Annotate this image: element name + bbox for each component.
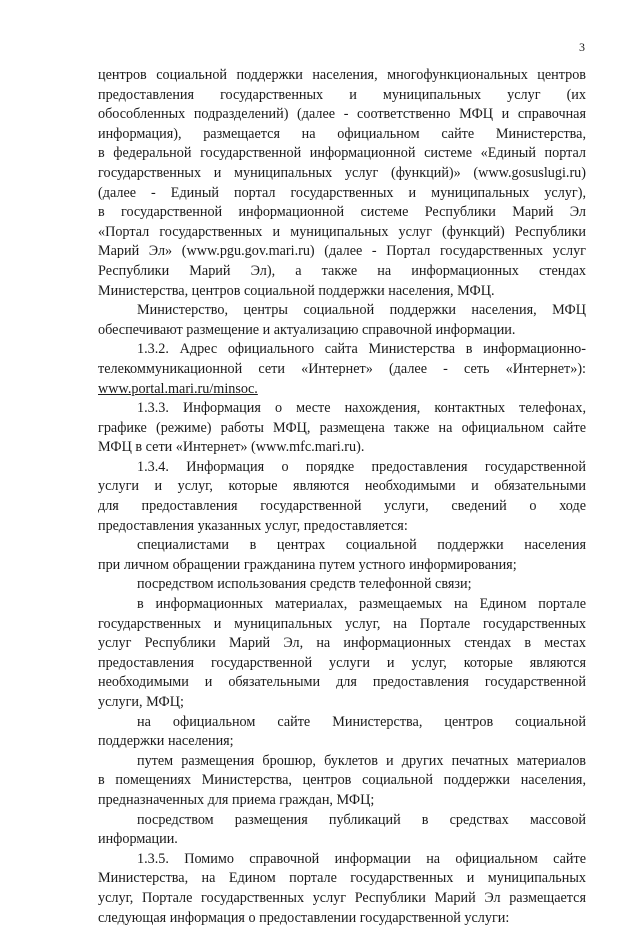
text-line-content: предоставления государственных и муниципальных услуг (их <box>98 86 586 103</box>
text-line-content: графике (режиме) работы МФЦ, размещена также на официальном сайте <box>98 419 586 436</box>
text-line <box>98 713 586 733</box>
text-line-content: Министерства, центров социальной поддержки населения, МФЦ. <box>98 282 495 299</box>
text-line <box>98 673 586 693</box>
text-line <box>98 752 586 772</box>
text-line-content: 1.3.2. Адрес официального сайта Министерства в информационно- <box>137 341 586 358</box>
text-line-content: посредством использования средств телефонной связи; <box>137 576 472 593</box>
text-line-content: (далее - Единый портал государственных и муниципальных услуг), <box>98 184 586 201</box>
text-line-content: предоставления указанных услуг, предоставляется: <box>98 517 408 534</box>
text-line-content: предоставления государственной услуги и услуг, которые являются <box>98 654 586 671</box>
text-line <box>98 301 586 321</box>
text-line <box>98 830 586 850</box>
text-line-content: для предоставления государственной услуги, сведений о ходе <box>98 498 586 515</box>
text-line-content: услуги, МФЦ; <box>98 694 184 710</box>
text-line <box>98 360 586 380</box>
text-line <box>98 634 586 654</box>
text-line <box>98 262 586 282</box>
text-line-content: Министерство, центры социальной поддержки населения, МФЦ <box>137 302 586 319</box>
text-line <box>98 654 586 674</box>
text-line <box>98 850 586 870</box>
text-line-content: МФЦ в сети «Интернет» (www.mfc.mari.ru). <box>98 439 365 456</box>
text-line-content: центров социальной поддержки населения, многофункциональных центров <box>98 67 586 83</box>
text-line-content: услуг, Портале государственных услуг Республики Марий Эл размещается <box>98 889 586 906</box>
text-line <box>98 321 586 341</box>
text-line <box>98 732 586 752</box>
text-line <box>98 791 586 811</box>
text-line-content: посредством размещения публикаций в средствах массовой <box>137 811 586 828</box>
text-line-content: специалистами в центрах социальной поддержки населения <box>137 537 586 554</box>
text-line <box>98 595 586 615</box>
text-line <box>98 164 586 184</box>
text-line <box>98 125 586 145</box>
text-line-content: Министерства, на Едином портале государственных и муниципальных <box>98 870 586 887</box>
text-line-content: на официальном сайте Министерства, центров социальной <box>137 713 586 730</box>
text-line-content: государственных и муниципальных услуг, на Портале государственных <box>98 615 586 632</box>
text-line-content: услуг Республики Марий Эл, на информационных стендах в местах <box>98 635 586 652</box>
text-line <box>98 399 586 419</box>
text-line-content: в помещениях Министерства, центров социальной поддержки населения, <box>98 772 586 789</box>
text-line-content: поддержки населения; <box>98 733 234 750</box>
text-line <box>98 340 586 360</box>
text-line <box>98 380 586 400</box>
page-number: 3 <box>579 40 585 54</box>
text-line <box>98 556 586 576</box>
text-line-content: необходимыми и обязательными для предоставления государственной <box>98 674 586 691</box>
text-line <box>98 536 586 556</box>
text-line <box>98 438 586 458</box>
text-line <box>98 282 586 302</box>
text-line-content: при личном обращении гражданина путем устного информирования; <box>98 556 517 573</box>
website-link[interactable]: www.portal.mari.ru/minsoc. <box>98 380 258 397</box>
text-line <box>98 517 586 537</box>
text-line <box>98 869 586 889</box>
text-line <box>98 889 586 909</box>
text-line-content: обеспечивают размещение и актуализацию справочной информации. <box>98 321 516 338</box>
text-line <box>98 144 586 164</box>
text-line-content: 1.3.4. Информация о порядке предоставления государственной <box>137 458 586 475</box>
text-line <box>98 66 586 86</box>
text-line <box>98 203 586 223</box>
text-line <box>98 86 586 106</box>
text-line-content: 1.3.3. Информация о месте нахождения, контактных телефонах, <box>137 400 586 417</box>
text-line-content: обособленных подразделений) (далее - соответственно МФЦ и справочная <box>98 106 586 123</box>
text-line <box>98 497 586 517</box>
text-line-content: 1.3.5. Помимо справочной информации на официальном сайте <box>137 850 586 867</box>
text-line <box>98 458 586 478</box>
text-line-content: следующая информация о предоставлении государственной услуги: <box>98 909 510 926</box>
text-line <box>98 419 586 439</box>
text-line-content: Республики Марий Эл), а также на информационных стендах <box>98 262 586 279</box>
text-line <box>98 615 586 635</box>
text-line <box>98 223 586 243</box>
text-line-content: Марий Эл» (www.pgu.gov.mari.ru) (далее - Портал государственных услуг <box>98 243 586 260</box>
text-line <box>98 693 586 713</box>
text-line-content: услуги и услуг, которые являются необходимыми и обязательными <box>98 478 586 495</box>
text-line <box>98 771 586 791</box>
text-line-content: информация), размещается на официальном сайте Министерства, <box>98 125 586 142</box>
document-body <box>98 66 586 928</box>
text-line <box>98 811 586 831</box>
text-line-content: государственных и муниципальных услуг (функций)» (www.gosuslugi.ru) <box>98 164 586 181</box>
text-line-content: в государственной информационной системе Республики Марий Эл <box>98 204 586 221</box>
text-line <box>98 242 586 262</box>
text-line <box>98 575 586 595</box>
text-line <box>98 184 586 204</box>
text-line-content: телекоммуникационной сети «Интернет» (далее - сеть «Интернет»): <box>98 360 586 377</box>
text-line-content: путем размещения брошюр, буклетов и других печатных материалов <box>137 752 586 769</box>
text-line-content: в информационных материалах, размещаемых на Едином портале <box>137 596 586 613</box>
text-line-content: в федеральной государственной информационной системе «Единый портал <box>98 145 586 162</box>
text-line-content: информации. <box>98 831 178 848</box>
text-line <box>98 909 586 928</box>
text-line-content: предназначенных для приема граждан, МФЦ; <box>98 791 375 808</box>
text-line <box>98 105 586 125</box>
text-line <box>98 477 586 497</box>
text-line-content: «Портал государственных и муниципальных услуг (функций) Республики <box>98 223 586 240</box>
